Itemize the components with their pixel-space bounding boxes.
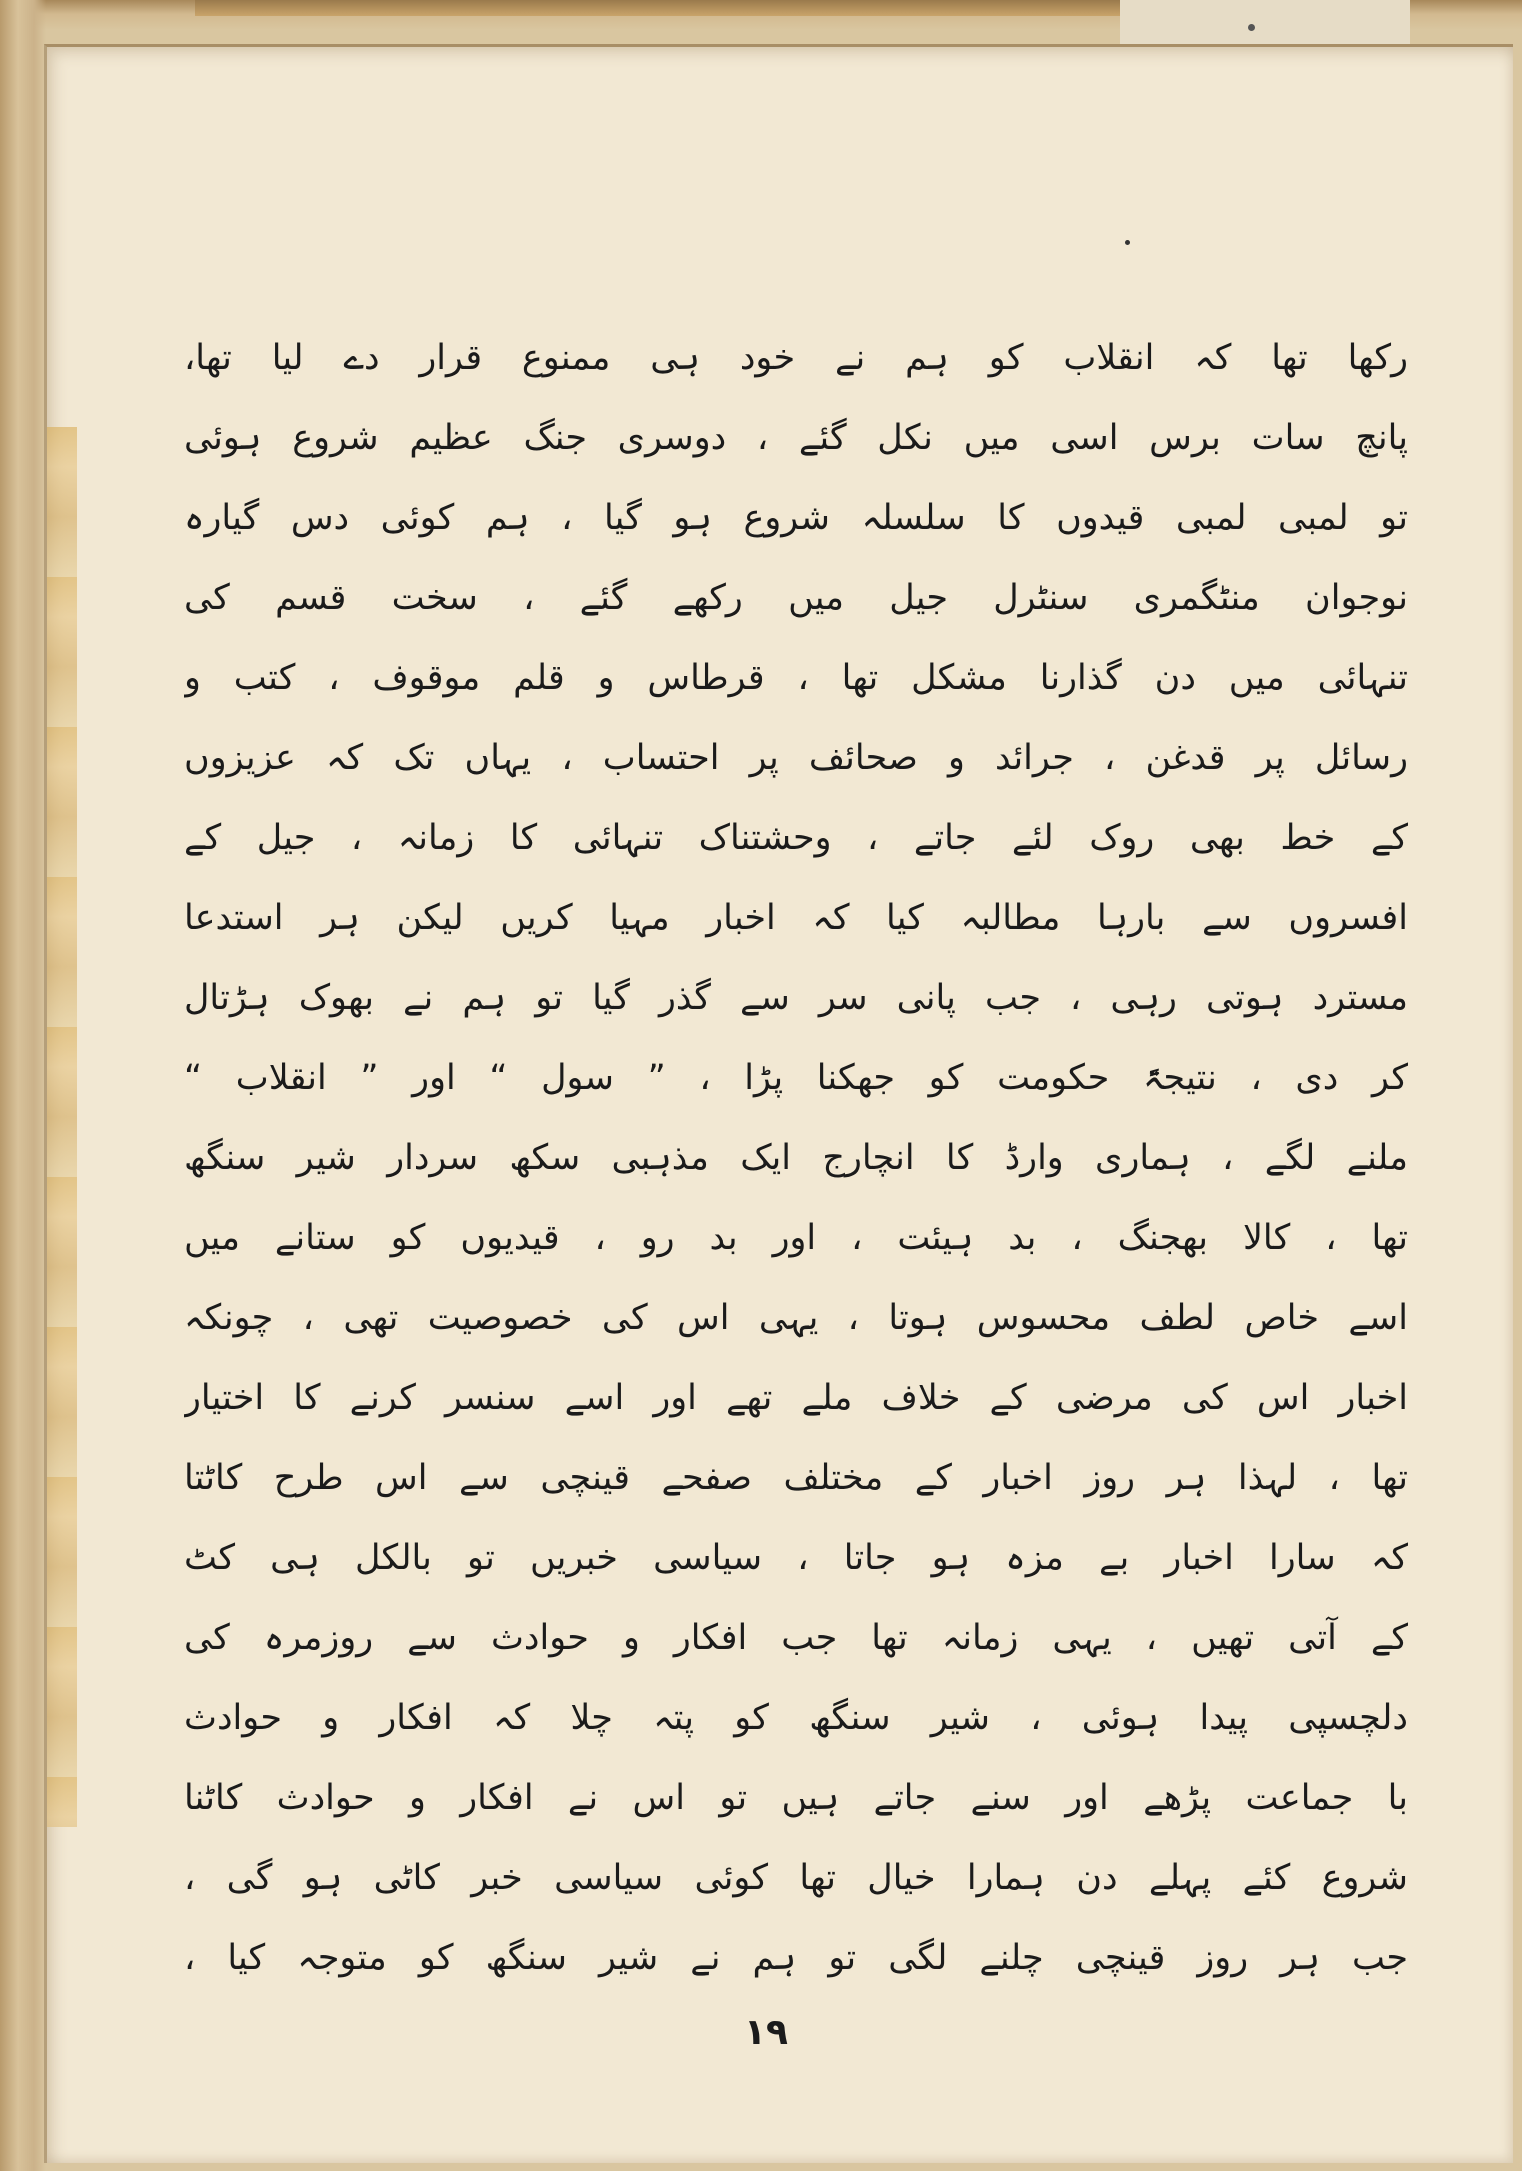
text-line: اسے خاص لطف محسوس ہوتا ، یہی اس کی خصوصیت تھی ، چونکہ [184, 1298, 1408, 1338]
text-line: کہ سارا اخبار بے مزہ ہو جاتا ، سیاسی خبریں تو بالکل ہی کٹ [184, 1538, 1408, 1578]
paper-tab [1120, 0, 1410, 46]
text-line: شروع کئے پہلے دن ہمارا خیال تھا کوئی سیاسی خبر کاٹی ہو گی ، [184, 1858, 1408, 1898]
text-line: اخبار اس کی مرضی کے خلاف ملے تھے اور اسے سنسر کرنے کا اختیار [184, 1378, 1408, 1418]
page-number: ۱۹ [744, 2012, 788, 2053]
text-line: رکھا تھا کہ انقلاب کو ہم نے خود ہی ممنوع قرار دے لیا تھا، [184, 338, 1408, 378]
text-line: کے خط بھی روک لئے جاتے ، وحشتناک تنہائی کا زمانہ ، جیل کے [184, 818, 1408, 858]
binding-hole [1248, 24, 1255, 31]
text-line: پانچ سات برس اسی میں نکل گئے ، دوسری جنگ عظیم شروع ہوئی [184, 418, 1408, 458]
text-line: ملنے لگے ، ہماری وارڈ کا انچارج ایک مذہبی سکھ سردار شیر سنگھ [184, 1138, 1408, 1178]
text-line: نوجوان منٹگمری سنٹرل جیل میں رکھے گئے ، سخت قسم کی [184, 578, 1408, 618]
text-line: تھا ، لہذا ہر روز اخبار کے مختلف صفحے قینچی سے اس طرح کاٹتا [184, 1458, 1408, 1498]
body-text [184, 318, 1408, 1998]
binding-strip [195, 0, 1125, 16]
ink-speck [1125, 240, 1130, 245]
text-line: کے آتی تھیں ، یہی زمانہ تھا جب افکار و حوادث سے روزمرہ کی [184, 1618, 1408, 1658]
edge-stain [47, 427, 77, 1827]
text-line: تو لمبی لمبی قیدوں کا سلسلہ شروع ہو گیا ، ہم کوئی دس گیارہ [184, 498, 1408, 538]
text-line: جب ہر روز قینچی چلنے لگی تو ہم نے شیر سنگھ کو متوجہ کیا ، [184, 1938, 1408, 1978]
text-line: دلچسپی پیدا ہوئی ، شیر سنگھ کو پتہ چلا کہ افکار و حوادث [184, 1698, 1408, 1738]
text-line: مسترد ہوتی رہی ، جب پانی سر سے گذر گیا تو ہم نے بھوک ہڑتال [184, 978, 1408, 1018]
text-line: تنہائی میں دن گذارنا مشکل تھا ، قرطاس و قلم موقوف ، کتب و [184, 658, 1408, 698]
text-line: کر دی ، نتیجۃً حکومت کو جھکنا پڑا ، ” سول “ اور ” انقلاب “ [184, 1058, 1408, 1098]
text-line: با جماعت پڑھے اور سنے جاتے ہیں تو اس نے افکار و حوادث کاٹنا [184, 1778, 1408, 1818]
text-line: افسروں سے بارہا مطالبہ کیا کہ اخبار مہیا کریں لیکن ہر استدعا [184, 898, 1408, 938]
text-line: رسائل پر قدغن ، جرائد و صحائف پر احتساب ، یہاں تک کہ عزیزوں [184, 738, 1408, 778]
text-line: تھا ، کالا بھجنگ ، بد ہیئت ، اور بد رو ، قیدیوں کو ستانے میں [184, 1218, 1408, 1258]
